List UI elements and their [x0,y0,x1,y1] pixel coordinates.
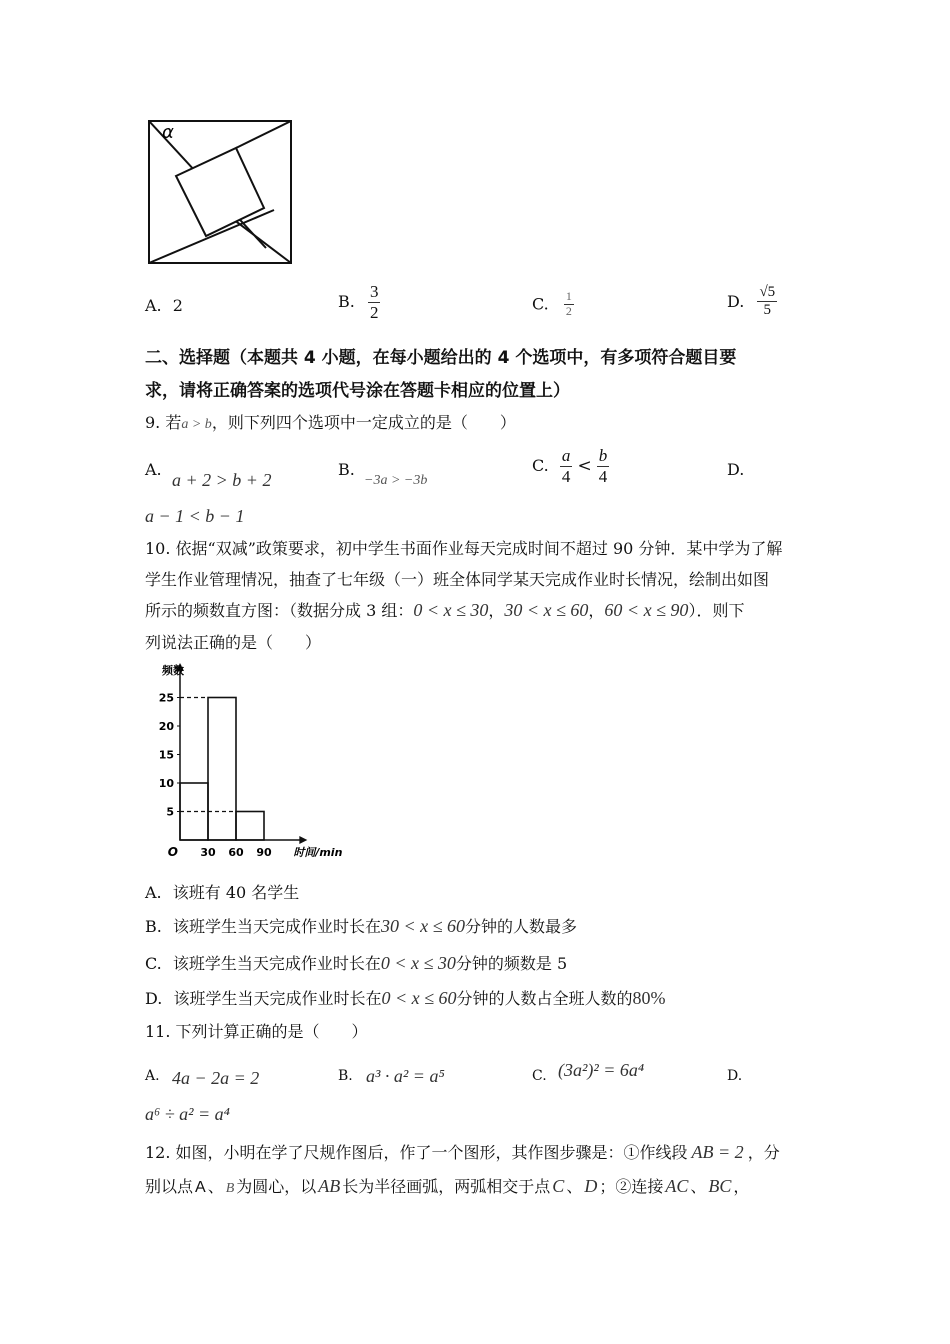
option-letter: B. [338,292,355,312]
option-text-pre: 该班学生当天完成作业时长在 [173,989,382,1008]
fraction [368,282,381,322]
numerator: b [598,446,608,465]
q12-line2 [145,1176,749,1199]
text: 为圆心，以 [236,1177,317,1196]
separator: ， [588,601,605,620]
y-axis-label: 频数 [162,664,184,677]
inner-square [176,148,264,236]
y-tick-label: 20 [158,720,174,733]
q12-line1-suffix: ，分 [747,1143,780,1162]
option-letter: A. [145,296,162,315]
option-text: 该班有 40 名学生 [172,883,300,902]
q8-option-d [727,284,777,320]
denominator: 5 [763,302,772,319]
text: ；②连接 [599,1177,664,1196]
q8-option-b [338,282,380,322]
numerator: 1 [565,289,572,303]
separator: ， [488,601,505,620]
section2-heading-line1: 二、选择题（本题共 4 小题，在每小题给出的 4 个选项中，有多项符合题目要 [145,348,737,368]
q9-condition: a > b [181,417,212,432]
q8-option-a [145,296,183,316]
q11-option-c-letter: C. [532,1068,547,1084]
option-percent: 80% [632,988,666,1008]
frequency-histogram [140,660,370,870]
fraction [757,284,777,320]
option-letter: C. [145,954,162,973]
q9-stem [145,413,516,435]
separator: 、 [690,1177,707,1196]
x-tick-label: 90 [256,846,272,859]
text: ， [733,1177,750,1196]
option-text-post: 分钟的频数是 5 [455,954,568,973]
point-c: C [552,1176,565,1196]
q8-figure [140,112,300,272]
text: 别以点 [145,1177,194,1196]
option-value: 2 [172,296,183,315]
segment-bc: BC [708,1176,732,1196]
option-letter: D. [727,291,745,311]
origin-label: O [167,845,178,859]
y-tick-label: 25 [158,691,174,705]
less-than-sign: < [577,456,592,477]
segment-ab: AB [318,1176,341,1196]
q10-line3 [145,600,744,621]
section2-heading-line2: 求，请将正确答案的选项代号涂在答题卡相应的位置上） [145,381,570,401]
point-d: D [584,1176,598,1196]
option-text-post: 分钟的人数占全班人数的 [456,989,633,1008]
q9-option-d-letter: D. [727,460,745,479]
option-letter: D. [145,989,163,1008]
q9-option-b-expr: −3a > −3b [364,473,428,488]
option-text-pre: 该班学生当天完成作业时长在 [172,917,381,936]
numerator: √5 [757,284,777,302]
histogram-bar-3 [236,812,264,841]
option-text-post: 分钟的人数最多 [464,917,577,936]
x-axis-arrow [299,836,307,844]
q10-option-c [145,953,567,974]
q11-option-b-expr: a³ · a² = a⁵ [366,1066,445,1086]
q11-option-d-expr: a⁶ ÷ a² = a⁴ [145,1104,230,1124]
q10-line3-suffix: ）．则下 [688,601,745,620]
fraction [564,290,574,319]
q9-option-b-letter: B. [338,460,355,479]
option-expr: 30 < x ≤ 60 [380,916,465,936]
q9-option-c [532,446,609,486]
q9-option-a-expr: a + 2 > b + 2 [172,470,272,490]
q11-stem: 11. 下列计算正确的是（ ） [145,1022,368,1041]
histogram-bar-2 [208,698,236,841]
fraction-b [597,446,610,486]
option-expr: 0 < x ≤ 30 [380,953,456,973]
option-text-pre: 该班学生当天完成作业时长在 [172,954,381,973]
q10-option-d [145,988,665,1009]
angle-alpha-label: α [162,122,174,143]
q9-option-d-expr: a − 1 < b − 1 [145,506,245,526]
separator: 、 [207,1177,224,1196]
denominator: 4 [561,466,571,486]
q11-option-c-expr: (3a²)² = 6a⁴ [558,1060,645,1080]
fraction-a [560,446,573,486]
q10-line2: 学生作业管理情况，抽查了七年级（一）班全体同学某天完成作业时长情况，绘制出如图 [145,570,770,589]
x-tick-label: 30 [200,846,216,859]
q10-range2: 30 < x ≤ 60 [504,600,589,620]
numerator: 3 [369,282,379,301]
y-tick-label: 10 [158,777,174,790]
q10-line3-prefix: 所示的频数直方图：（数据分成 3 组： [145,601,414,620]
option-letter: A. [145,883,162,902]
segment-ac: AC [665,1176,689,1196]
q10-range1: 0 < x ≤ 30 [413,600,489,620]
q10-line4: 列说法正确的是（ ） [145,633,322,652]
q8-option-c [532,290,574,319]
q12-expr-ab: AB = 2 [691,1142,744,1162]
q11-option-a-letter: A. [145,1068,160,1084]
q11-option-b-letter: B. [338,1068,353,1084]
diag-line-4 [236,121,291,148]
denominator: 2 [565,303,572,318]
y-tick-label: 5 [166,805,174,819]
denominator: 4 [598,466,608,486]
numerator: a [561,446,571,465]
point-a: A [195,1179,206,1196]
q10-range3: 60 < x ≤ 90 [604,600,689,620]
q12-line1-prefix: 12. 如图，小明在学了尺规作图后，作了一个图形，其作图步骤是：①作线段 [145,1143,688,1162]
q11-option-a-expr: 4a − 2a = 2 [172,1068,260,1088]
option-expr: 0 < x ≤ 60 [381,988,457,1008]
text: 长为半径画弧，两弧相交于点 [342,1177,551,1196]
q10-option-a [145,883,299,903]
separator: 、 [566,1177,583,1196]
point-b: B [225,1181,235,1196]
q10-option-b [145,916,577,937]
x-tick-label: 60 [228,846,244,859]
y-tick-label: 15 [158,748,174,762]
q9-option-a-letter: A. [145,460,162,479]
option-letter: C. [532,294,549,314]
option-letter: B. [145,917,162,936]
q9-stem-prefix: 9. 若 [145,413,182,432]
x-axis-label: 时间/min [293,846,343,859]
q11-option-d-letter: D. [727,1068,743,1084]
q12-line1 [145,1142,780,1163]
denominator: 2 [369,302,379,322]
q10-line1: 10. 依据“双减”政策要求，初中学生书面作业每天完成时间不超过 90 分钟．某中学为了解 [145,539,783,558]
q9-stem-suffix: ，则下列四个选项中一定成立的是（ ） [211,413,516,432]
option-letter: C. [532,456,549,476]
